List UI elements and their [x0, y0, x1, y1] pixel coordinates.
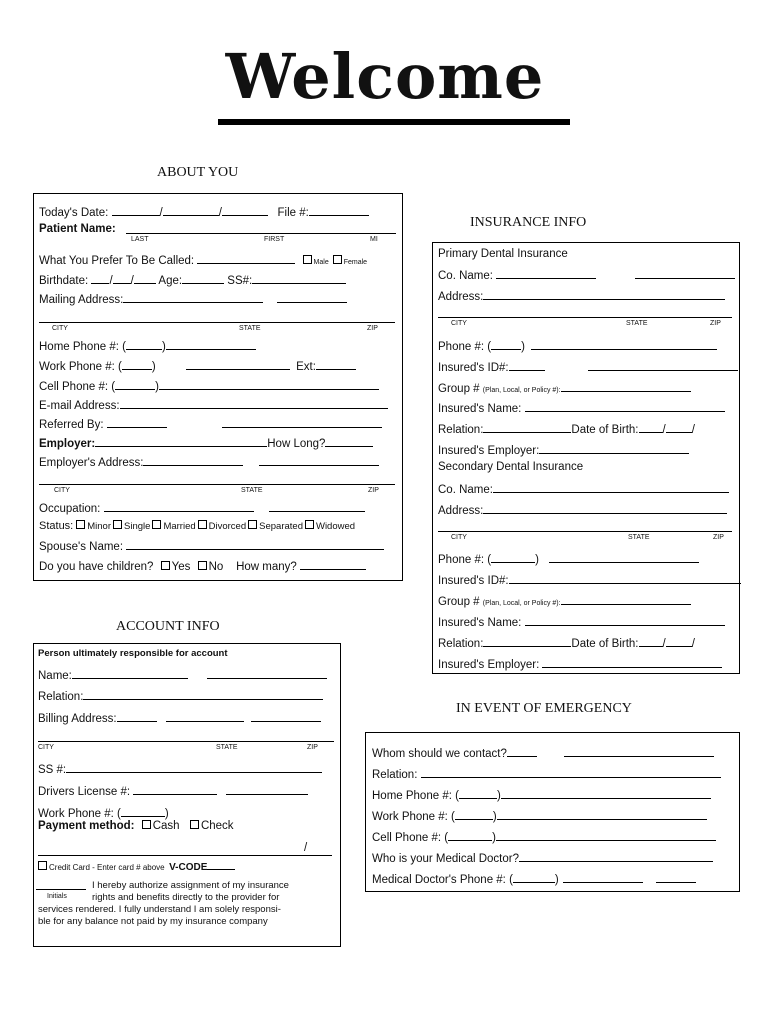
- status-minor-label: Minor: [87, 521, 112, 532]
- emergency-cell-phone-label: Cell Phone #: (: [372, 832, 449, 844]
- dob-month-field-secondary[interactable]: [639, 635, 663, 647]
- account-info-heading: ACCOUNT INFO: [116, 619, 220, 634]
- page-title: Welcome: [225, 40, 545, 113]
- spouse-name-label: Spouse's Name:: [39, 541, 124, 553]
- mailing-address-label: Mailing Address:: [39, 294, 124, 306]
- insured-employer-label: Insured's Employer:: [438, 445, 540, 457]
- authorization-line-2: rights and benefits directly to the provider for: [92, 892, 280, 903]
- emergency-cell-phone-field[interactable]: [496, 829, 716, 841]
- insured-name-field-secondary[interactable]: [525, 614, 725, 626]
- spouse-name-field[interactable]: [126, 538, 384, 550]
- phone-label: Phone #: (: [438, 341, 492, 353]
- cell-phone-area-field[interactable]: [115, 378, 155, 390]
- account-ss-field[interactable]: [66, 761, 322, 773]
- dob-label: Date of Birth:: [571, 424, 639, 436]
- city-caption: CITY: [54, 487, 70, 494]
- about-you-box: [33, 193, 403, 581]
- account-name-label: Name:: [38, 670, 72, 682]
- secondary-insurance-label: Secondary Dental Insurance: [438, 461, 584, 473]
- account-relation-label: Relation:: [38, 691, 84, 703]
- initials-field[interactable]: [36, 889, 86, 890]
- birth-year-field[interactable]: [134, 272, 156, 284]
- insured-id-field-2[interactable]: [588, 359, 738, 371]
- vcode-field[interactable]: [207, 858, 235, 870]
- insured-id-field-secondary[interactable]: [509, 572, 741, 584]
- cell-phone-label: Cell Phone #: (: [39, 381, 116, 393]
- billing-address-field[interactable]: [117, 710, 157, 722]
- co-name-label-2: Co. Name:: [438, 484, 493, 496]
- status-label: Status:: [39, 520, 74, 532]
- cell-phone-field[interactable]: [159, 378, 379, 390]
- date-slash: /: [218, 207, 222, 219]
- billing-address-field-3[interactable]: [251, 710, 321, 722]
- account-box: [33, 643, 341, 947]
- file-number-field[interactable]: [309, 204, 369, 216]
- insured-id-field[interactable]: [509, 359, 545, 371]
- paren: ): [151, 361, 156, 373]
- responsible-party-label: Person ultimately responsible for account: [38, 648, 228, 659]
- city-caption: CITY: [52, 325, 68, 332]
- no-label: No: [208, 561, 224, 573]
- zip-caption: ZIP: [710, 320, 721, 327]
- date-slash: /: [662, 424, 666, 436]
- emergency-work-area-field[interactable]: [455, 808, 493, 820]
- group-field[interactable]: [561, 380, 691, 392]
- drivers-license-field[interactable]: [133, 783, 217, 795]
- phone-area-field[interactable]: [491, 338, 521, 350]
- group-field-secondary[interactable]: [561, 593, 691, 605]
- todays-date-month-field[interactable]: [112, 204, 160, 216]
- employer-address-field[interactable]: [143, 454, 243, 466]
- doctor-phone-label: Medical Doctor's Phone #: (: [372, 874, 513, 886]
- zip-caption: ZIP: [307, 744, 318, 751]
- zip-caption: ZIP: [368, 487, 379, 494]
- city-field[interactable]: [438, 317, 732, 318]
- ss-field[interactable]: [252, 272, 346, 284]
- cash-checkbox[interactable]: [142, 820, 151, 829]
- home-phone-label: Home Phone #: (: [39, 341, 126, 353]
- emergency-work-phone-label: Work Phone #: (: [372, 811, 455, 823]
- medical-doctor-field[interactable]: [519, 850, 713, 862]
- dob-day-field-secondary[interactable]: [666, 635, 692, 647]
- paren: ): [164, 808, 169, 820]
- paren: ): [155, 381, 159, 393]
- credit-card-label: Credit Card - Enter card # above: [49, 863, 165, 872]
- paren: ): [496, 790, 501, 802]
- date-slash: /: [109, 275, 113, 287]
- emergency-box: [365, 732, 740, 892]
- billing-city-field[interactable]: [38, 741, 334, 742]
- employer-label: Employer:: [39, 438, 96, 450]
- occupation-field-2[interactable]: [269, 500, 365, 512]
- emergency-relation-field[interactable]: [421, 766, 721, 778]
- phone-area-field-secondary[interactable]: [491, 551, 535, 563]
- emergency-relation-label: Relation:: [372, 769, 418, 781]
- status-married-label: Married: [163, 521, 196, 532]
- card-number-field[interactable]: [38, 855, 332, 856]
- referred-by-field[interactable]: [107, 416, 167, 428]
- card-expiry-slash: /: [304, 842, 308, 854]
- ext-label: Ext:: [296, 361, 316, 373]
- emergency-cell-area-field[interactable]: [448, 829, 492, 841]
- emergency-home-area-field[interactable]: [459, 787, 497, 799]
- group-note: (Plan, Local, or Policy #):: [482, 600, 561, 607]
- phone-label-2: Phone #: (: [438, 554, 492, 566]
- insured-name-label-2: Insured's Name:: [438, 617, 522, 629]
- insured-id-label: Insured's ID#:: [438, 362, 509, 374]
- emergency-contact-field-2[interactable]: [564, 745, 714, 757]
- female-label: Female: [343, 259, 368, 266]
- group-label: Group #: [438, 383, 480, 395]
- doctor-phone-area-field[interactable]: [513, 871, 555, 883]
- billing-address-field-2[interactable]: [166, 710, 244, 722]
- state-caption: STATE: [241, 487, 263, 494]
- dob-month-field[interactable]: [639, 421, 663, 433]
- address-field-secondary[interactable]: [483, 502, 727, 514]
- first-caption: FIRST: [264, 236, 285, 243]
- yes-label: Yes: [171, 561, 191, 573]
- co-name-field-2[interactable]: [635, 267, 735, 279]
- doctor-phone-field-2[interactable]: [656, 871, 696, 883]
- work-phone-field[interactable]: [186, 358, 290, 370]
- doctor-phone-field[interactable]: [563, 871, 643, 883]
- drivers-license-field-2[interactable]: [226, 783, 308, 795]
- city-caption: CITY: [38, 744, 54, 751]
- insured-employer-field[interactable]: [539, 442, 689, 454]
- mailing-address-field[interactable]: [123, 291, 263, 303]
- paren: ): [521, 341, 525, 353]
- authorization-line-1: I hereby authorize assignment of my insurance: [92, 880, 289, 891]
- date-slash: /: [130, 275, 134, 287]
- title-underline: [218, 119, 570, 125]
- relation-field-secondary[interactable]: [483, 635, 571, 647]
- date-slash: /: [691, 638, 695, 650]
- employer-address-label: Employer's Address:: [39, 457, 144, 469]
- mailing-address-field-2[interactable]: [277, 291, 347, 303]
- authorization-line-4: ble for any balance not paid by my insurance company: [38, 916, 268, 927]
- female-checkbox[interactable]: [333, 255, 342, 264]
- preferred-name-label: What You Prefer To Be Called:: [39, 255, 195, 267]
- how-long-field[interactable]: [325, 435, 373, 447]
- preferred-name-field[interactable]: [197, 252, 295, 264]
- status-widowed-label: Widowed: [315, 521, 356, 532]
- age-label: Age:: [158, 275, 183, 287]
- age-field[interactable]: [182, 272, 224, 284]
- status-minor-checkbox[interactable]: [76, 520, 85, 529]
- initials-caption: Initials: [47, 893, 67, 900]
- insured-id-label-2: Insured's ID#:: [438, 575, 509, 587]
- dob-day-field[interactable]: [666, 421, 692, 433]
- account-work-phone-label: Work Phone #: (: [38, 808, 121, 820]
- state-caption: STATE: [239, 325, 261, 332]
- paren: ): [492, 811, 497, 823]
- status-widowed-checkbox[interactable]: [305, 520, 314, 529]
- todays-date-label: Today's Date:: [39, 207, 109, 219]
- account-name-field[interactable]: [72, 667, 188, 679]
- group-note: (Plan, Local, or Policy #):: [482, 387, 561, 394]
- mailing-city-field[interactable]: [39, 322, 395, 323]
- how-many-field[interactable]: [300, 558, 366, 570]
- email-field[interactable]: [120, 397, 388, 409]
- status-separated-label: Separated: [259, 521, 303, 532]
- occupation-label: Occupation:: [39, 503, 101, 515]
- group-label-2: Group #: [438, 596, 480, 608]
- insured-name-field[interactable]: [525, 400, 725, 412]
- status-divorced-checkbox[interactable]: [198, 520, 207, 529]
- file-number-label: File #:: [277, 207, 309, 219]
- address-field[interactable]: [483, 288, 725, 300]
- how-long-label: How Long?: [267, 438, 326, 450]
- zip-caption: ZIP: [367, 325, 378, 332]
- home-phone-field[interactable]: [166, 338, 256, 350]
- ext-field[interactable]: [316, 358, 356, 370]
- authorization-line-3: services rendered. I fully understand I am solely responsi-: [38, 904, 281, 915]
- co-name-field[interactable]: [496, 267, 596, 279]
- birth-month-field[interactable]: [91, 272, 109, 284]
- check-checkbox[interactable]: [190, 820, 199, 829]
- insurance-box: [432, 242, 740, 674]
- account-relation-field[interactable]: [83, 688, 323, 700]
- home-phone-area-field[interactable]: [126, 338, 162, 350]
- credit-card-checkbox[interactable]: [38, 861, 47, 870]
- emergency-contact-field[interactable]: [507, 745, 537, 757]
- date-slash: /: [691, 424, 695, 436]
- city-caption: CITY: [451, 534, 467, 541]
- paren: ): [535, 554, 539, 566]
- account-name-field-2[interactable]: [207, 667, 327, 679]
- children-yes-checkbox[interactable]: [161, 561, 170, 570]
- children-label: Do you have children?: [39, 561, 154, 573]
- about-you-heading: ABOUT YOU: [157, 165, 239, 180]
- state-caption: STATE: [216, 744, 238, 751]
- work-phone-area-field[interactable]: [122, 358, 152, 370]
- employer-city-field[interactable]: [39, 484, 395, 485]
- emergency-contact-label: Whom should we contact?: [372, 748, 507, 760]
- ss-label: SS#:: [227, 275, 253, 287]
- vcode-label: V-CODE: [169, 862, 208, 873]
- status-single-checkbox[interactable]: [113, 520, 122, 529]
- billing-address-label: Billing Address:: [38, 713, 117, 725]
- male-label: Male: [313, 259, 329, 266]
- account-work-phone-area-field[interactable]: [121, 805, 165, 817]
- birthdate-label: Birthdate:: [39, 275, 89, 287]
- state-caption: STATE: [628, 534, 650, 541]
- account-ss-label: SS #:: [38, 764, 67, 776]
- co-name-label: Co. Name:: [438, 270, 493, 282]
- co-name-field-secondary[interactable]: [493, 481, 729, 493]
- todays-date-day-field[interactable]: [163, 204, 219, 216]
- referred-by-field-2[interactable]: [222, 416, 382, 428]
- referred-by-label: Referred By:: [39, 419, 104, 431]
- paren: ): [492, 832, 496, 844]
- how-many-label: How many?: [236, 561, 297, 573]
- status-separated-checkbox[interactable]: [248, 520, 257, 529]
- address-label: Address:: [438, 291, 484, 303]
- relation-label-2: Relation:: [438, 638, 484, 650]
- insured-employer-field-secondary[interactable]: [542, 656, 722, 668]
- status-single-label: Single: [124, 521, 151, 532]
- insured-employer-label-2: Insured's Employer:: [438, 659, 540, 671]
- patient-name-field[interactable]: [126, 233, 396, 234]
- relation-label: Relation:: [438, 424, 484, 436]
- patient-name-label: Patient Name:: [39, 223, 116, 235]
- birth-day-field[interactable]: [113, 272, 131, 284]
- status-divorced-label: Divorced: [208, 521, 247, 532]
- date-slash: /: [662, 638, 666, 650]
- cash-label: Cash: [152, 820, 180, 832]
- phone-field-secondary[interactable]: [549, 551, 699, 563]
- medical-doctor-label: Who is your Medical Doctor?: [372, 853, 519, 865]
- male-checkbox[interactable]: [303, 255, 312, 264]
- insured-name-label: Insured's Name:: [438, 403, 522, 415]
- emergency-heading: IN EVENT OF EMERGENCY: [456, 701, 632, 716]
- todays-date-year-field[interactable]: [222, 204, 268, 216]
- emergency-home-phone-field[interactable]: [501, 787, 711, 799]
- paren: ): [161, 341, 166, 353]
- city-caption: CITY: [451, 320, 467, 327]
- employer-field[interactable]: [95, 435, 267, 447]
- last-caption: LAST: [131, 236, 149, 243]
- mi-caption: MI: [370, 236, 378, 243]
- primary-insurance-label: Primary Dental Insurance: [438, 248, 568, 260]
- children-no-checkbox[interactable]: [198, 561, 207, 570]
- emergency-work-phone-field[interactable]: [497, 808, 707, 820]
- city-field-secondary[interactable]: [438, 531, 732, 532]
- status-options: [73, 521, 355, 532]
- address-label-2: Address:: [438, 505, 484, 517]
- emergency-home-phone-label: Home Phone #: (: [372, 790, 459, 802]
- check-label: Check: [200, 820, 234, 832]
- occupation-field[interactable]: [104, 500, 254, 512]
- insurance-info-heading: INSURANCE INFO: [470, 215, 587, 230]
- relation-field[interactable]: [483, 421, 571, 433]
- payment-method-label: Payment method:: [38, 820, 135, 832]
- dob-label-2: Date of Birth:: [571, 638, 639, 650]
- paren: ): [554, 874, 559, 886]
- drivers-license-label: Drivers License #:: [38, 786, 131, 798]
- phone-field[interactable]: [531, 338, 717, 350]
- email-label: E-mail Address:: [39, 400, 120, 412]
- status-married-checkbox[interactable]: [152, 520, 161, 529]
- zip-caption: ZIP: [713, 534, 724, 541]
- work-phone-label: Work Phone #: (: [39, 361, 122, 373]
- employer-address-field-2[interactable]: [259, 454, 379, 466]
- state-caption: STATE: [626, 320, 648, 327]
- date-slash: /: [159, 207, 163, 219]
